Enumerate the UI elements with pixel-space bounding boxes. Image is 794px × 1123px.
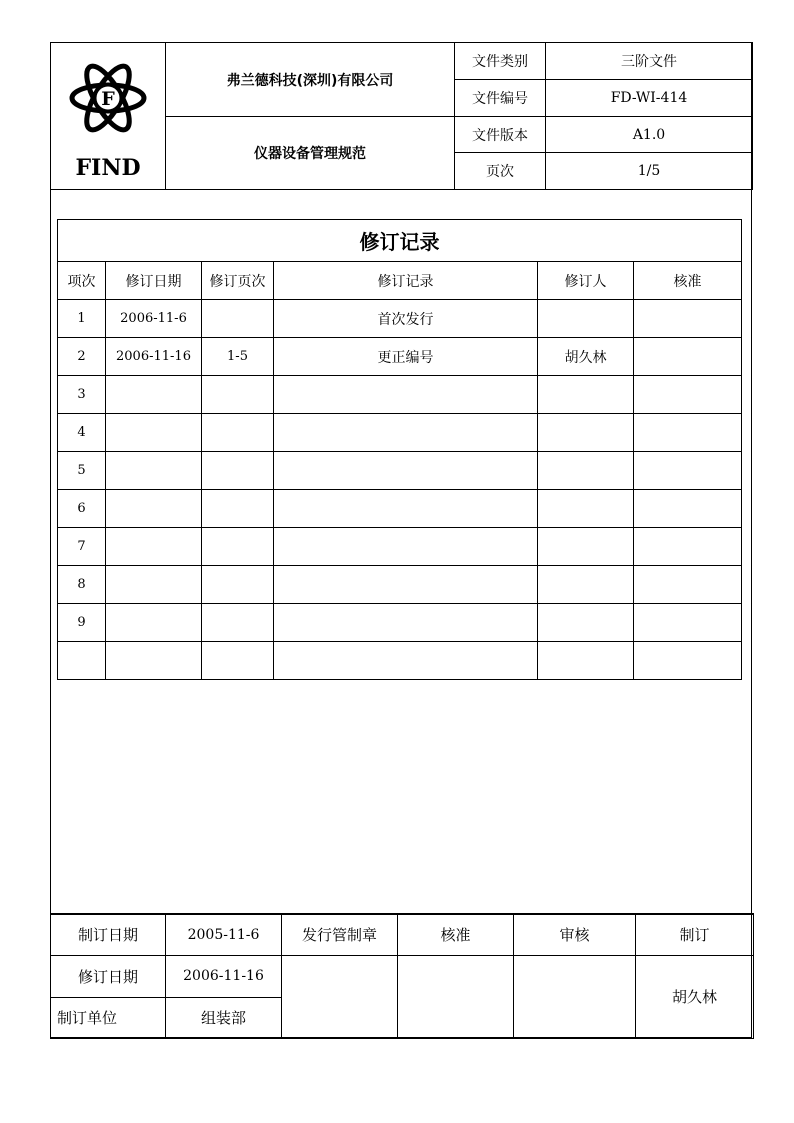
table-cell [106,566,202,604]
field-value: 三阶文件 [546,43,753,80]
table-cell [634,338,742,376]
table-cell [538,642,634,680]
table-cell [634,300,742,338]
table-cell [634,490,742,528]
table-cell [538,376,634,414]
column-header: 修订人 [538,262,634,300]
table-cell [202,566,274,604]
table-cell [538,490,634,528]
author-name: 胡久林 [636,955,754,1038]
table-cell [538,604,634,642]
table-cell [274,376,538,414]
table-cell [634,642,742,680]
column-header: 修订记录 [274,262,538,300]
table-cell [274,566,538,604]
table-cell [106,642,202,680]
table-cell [202,604,274,642]
table-cell [274,452,538,490]
table-cell: 1-5 [202,338,274,376]
table-cell [202,528,274,566]
table-cell: 胡久林 [538,338,634,376]
revision-table [57,219,742,680]
table-cell [634,376,742,414]
table-cell [274,642,538,680]
table-row [58,300,742,338]
atom-logo-icon [69,59,147,137]
table-cell [538,528,634,566]
author-label: 制订 [636,914,754,955]
table-cell [202,414,274,452]
field-label: 文件类别 [455,43,546,80]
table-cell [274,414,538,452]
table-cell: 首次发行 [274,300,538,338]
revised-date-label: 修订日期 [51,955,166,997]
revision-title: 修订记录 [58,220,742,262]
table-cell [58,642,106,680]
unit-value: 组装部 [166,997,282,1038]
table-cell: 4 [58,414,106,452]
unit-label: 制订单位 [51,997,166,1038]
logo [51,43,166,190]
logo-text: FIND [75,155,141,181]
table-cell [202,490,274,528]
table-cell [106,414,202,452]
table-cell [202,376,274,414]
document-footer [50,913,754,1039]
company-name: 弗兰德科技(深圳)有限公司 [166,43,455,117]
table-cell [274,604,538,642]
table-cell [538,566,634,604]
table-cell [106,452,202,490]
table-cell [538,300,634,338]
field-label: 文件版本 [455,117,546,153]
table-row [58,604,742,642]
table-cell [274,490,538,528]
table-cell [538,452,634,490]
table-row [58,566,742,604]
table-cell [634,452,742,490]
document-header [50,42,753,190]
table-row [58,528,742,566]
table-cell: 2006-11-6 [106,300,202,338]
svg-text:F: F [101,88,115,110]
approve-label: 核准 [398,914,514,955]
table-cell: 更正编号 [274,338,538,376]
table-row [58,376,742,414]
table-cell: 9 [58,604,106,642]
table-cell [538,414,634,452]
table-row [58,490,742,528]
column-header: 修订页次 [202,262,274,300]
table-cell [274,528,538,566]
column-header: 修订日期 [106,262,202,300]
table-cell: 8 [58,566,106,604]
table-cell [202,452,274,490]
table-cell: 7 [58,528,106,566]
table-cell: 6 [58,490,106,528]
release-stamp-area [282,955,398,1038]
field-value: FD-WI-414 [546,80,753,117]
field-label: 文件编号 [455,80,546,117]
table-cell [634,414,742,452]
table-cell [634,528,742,566]
approve-signature-area [398,955,514,1038]
column-header: 核准 [634,262,742,300]
table-cell: 5 [58,452,106,490]
field-value: A1.0 [546,117,753,153]
document-title: 仪器设备管理规范 [166,117,455,190]
table-row [58,452,742,490]
table-row [58,414,742,452]
table-cell [106,604,202,642]
table-cell: 3 [58,376,106,414]
revised-date-value: 2006-11-16 [166,955,282,997]
table-row [58,338,742,376]
column-header: 项次 [58,262,106,300]
release-stamp-label: 发行管制章 [282,914,398,955]
table-cell: 2006-11-16 [106,338,202,376]
table-cell [106,528,202,566]
table-cell: 1 [58,300,106,338]
review-signature-area [514,955,636,1038]
table-cell [202,300,274,338]
review-label: 审核 [514,914,636,955]
table-cell [106,376,202,414]
table-cell [106,490,202,528]
table-cell [634,604,742,642]
table-cell [634,566,742,604]
field-value: 1/5 [546,153,753,190]
table-cell [202,642,274,680]
table-row [58,642,742,680]
made-date-value: 2005-11-6 [166,914,282,955]
field-label: 页次 [455,153,546,190]
table-cell: 2 [58,338,106,376]
made-date-label: 制订日期 [51,914,166,955]
